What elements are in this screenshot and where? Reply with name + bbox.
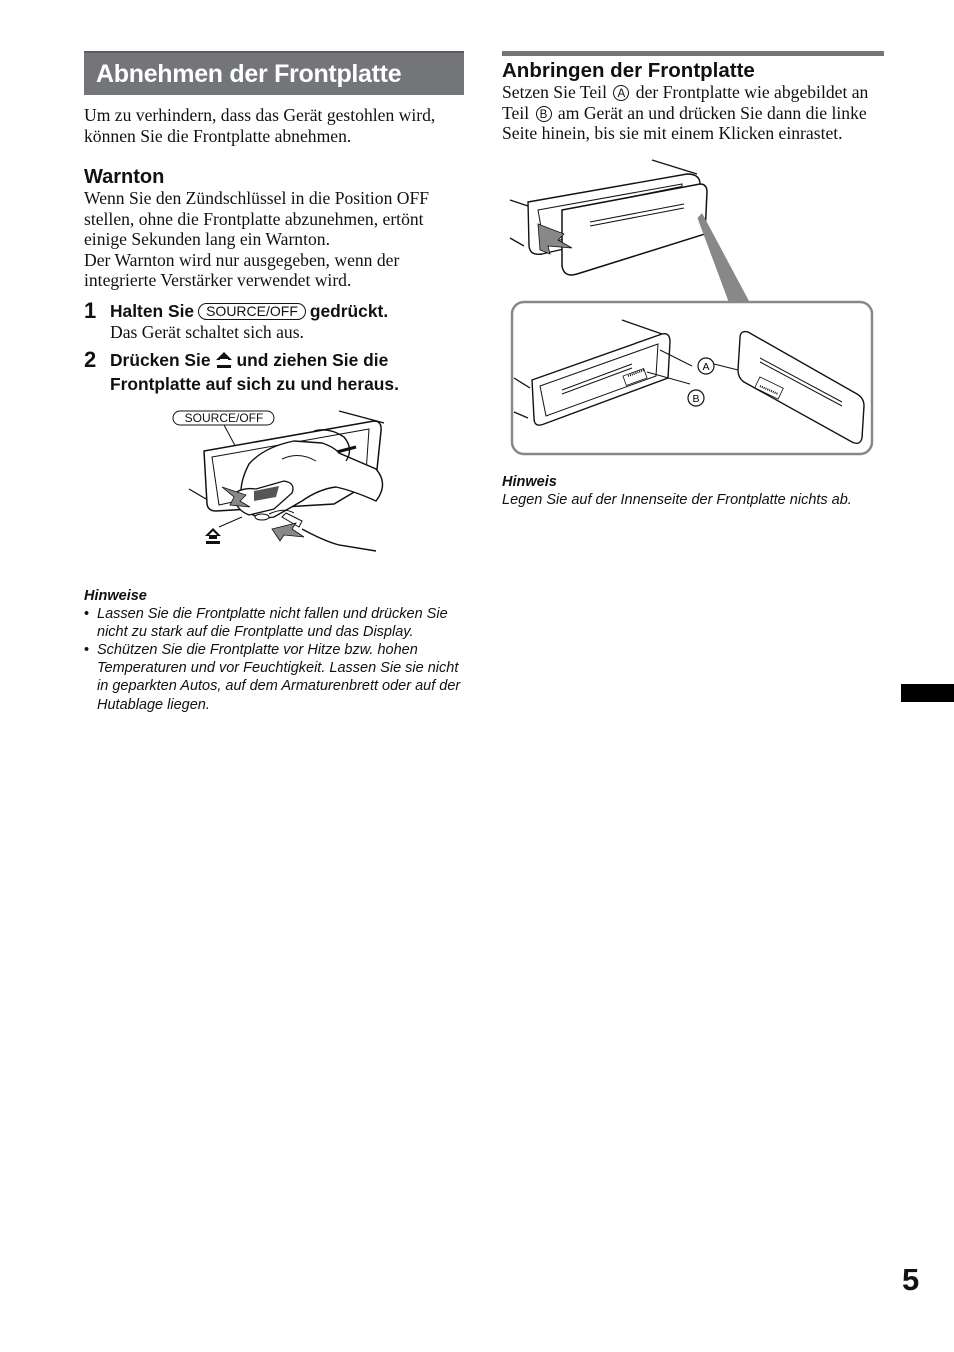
note-item: • Schützen Sie die Frontplatte vor Hitze bzw. hohen Temperaturen und vor Feuchtigkeit. Lassen Sie sie nicht in geparkten Autos, auf dem Armaturenbrett oder auf der Hutablage liegen. [84,641,464,714]
notes-list [84,605,464,714]
attach-text-3: am Gerät an und drücken Sie dann die linke Seite hinein, bis sie mit einem Klicken einrastet. [502,102,867,143]
intro-paragraph: Um zu verhindern, dass das Gerät gestohlen wird, können Sie die Frontplatte abnehmen. [84,105,436,146]
notes-title: Hinweise [84,587,147,604]
section-rule [502,51,884,56]
figure-remove-panel [84,409,464,579]
step-2-text-pre: Drücken Sie [110,349,211,370]
section-title-bar [84,51,464,95]
page-number: 5 [902,1262,920,1297]
attach-panel-illustration [502,154,884,459]
section-title: Abnehmen der Frontplatte [96,59,402,88]
step-2-text-post: und ziehen Sie die Frontplatte auf sich zu und heraus. [110,349,399,394]
language-side-tab [901,684,954,702]
attach-heading: Anbringen der Frontplatte [502,59,755,82]
hinweis-title: Hinweis [502,473,557,490]
step-2-heading [110,350,464,395]
step-1-subtext: Das Gerät schaltet sich aus. [110,321,304,342]
warnton-heading: Warnton [84,166,165,188]
label-a-marker: A [613,85,629,101]
figure-label-a: A [702,360,710,373]
source-off-key-label: SOURCE/OFF [198,303,306,320]
step-number: 2 [84,346,97,372]
eject-icon [205,528,221,544]
remove-panel-illustration [84,409,464,579]
figure-label-b: B [692,392,700,405]
attach-text-2: der Frontplatte wie abgebildet an Teil [502,82,869,123]
warnton-paragraph-1: Wenn Sie den Zündschlüssel in die Position OFF stellen, ohne die Frontplatte abzunehmen, ertönt einige Sekunden lang ein Warnton. [84,188,430,249]
note-item: • Lassen Sie die Frontplatte nicht fallen und drücken Sie nicht zu stark auf die Frontplatte und das Display. [84,605,464,641]
label-b-marker: B [536,106,552,122]
step-number: 1 [84,297,97,323]
figure-key-label: SOURCE/OFF [184,410,264,425]
warnton-paragraph-2: Der Warnton wird nur ausgegeben, wenn der integrierte Verstärker verwendet wird. [84,249,400,290]
step-1-text-pre: Halten Sie [110,300,195,321]
step-1-text-post: gedrückt. [309,300,389,321]
figure-attach-panel [502,154,884,459]
right-column [502,51,884,509]
step-1 [84,297,464,342]
left-column [84,51,464,714]
step-2 [84,346,464,395]
attach-text-1: Setzen Sie Teil [502,82,607,102]
hinweis-text: Legen Sie auf der Innenseite der Frontplatte nichts ab. [502,491,852,508]
step-1-heading [110,301,464,322]
attach-paragraph [502,82,884,144]
eject-icon [215,351,233,374]
